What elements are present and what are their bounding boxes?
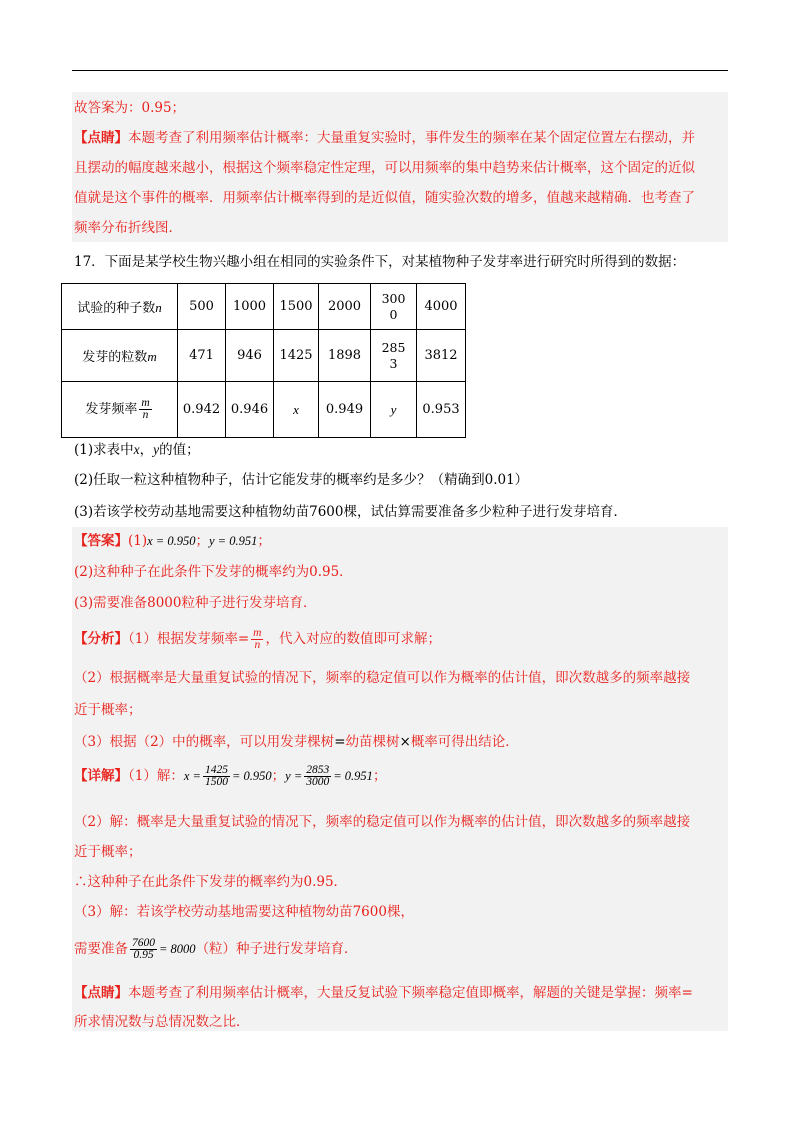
detail-tag: 【详解】 bbox=[74, 768, 128, 784]
comment-line-3: 值就是这个事件的概率．用频率估计概率得到的是近似值，随实验次数的增多，值越来越精确．也考查了 bbox=[74, 190, 695, 206]
table-cell: 500 bbox=[178, 284, 226, 330]
detail-line-4: ∴这种种子在此条件下发芽的概率约为0.95． bbox=[74, 874, 348, 890]
table-cell: y bbox=[371, 382, 417, 438]
table-cell: 471 bbox=[178, 330, 226, 382]
table-cell: 1000 bbox=[226, 284, 274, 330]
analysis-tag: 【分析】 bbox=[74, 631, 128, 647]
question-part-1: (1)求表中x，y的值； bbox=[74, 442, 200, 458]
table-cell: 285 3 bbox=[371, 330, 417, 382]
table-cell: 2000 bbox=[319, 284, 371, 330]
table-row-germinated bbox=[62, 330, 466, 382]
question-intro: 17．下面是某学校生物兴趣小组在相同的实验条件下，对某植物种子发芽率进行研究时所得到的数据： bbox=[74, 254, 686, 270]
row-label-rate: 发芽频率 $\frac{m}{n}$ bbox=[62, 382, 178, 438]
header-rule bbox=[72, 70, 728, 71]
table-cell: 0.946 bbox=[226, 382, 274, 438]
answer-line: 故答案为：0.95； bbox=[74, 100, 186, 116]
table-row-seeds bbox=[62, 284, 466, 330]
answer-line-3: (3)需要准备8000粒种子进行发芽培育． bbox=[74, 595, 317, 611]
answer-line-1: 【答案】(1)x = 0.950；y = 0.951； bbox=[74, 533, 271, 549]
detail-line-2: （2）解：概率是大量重复试验的情况下，频率的稳定值可以作为概率的估计值，即次数越多的频率越接 bbox=[74, 814, 691, 830]
table-cell: 300 0 bbox=[371, 284, 417, 330]
final-comment-line-1: 【点睛】本题考查了利用频率估计概率，大量反复试验下频率稳定值即概率，解题的关键是掌握：频率= bbox=[74, 985, 693, 1001]
table-cell: 0.942 bbox=[178, 382, 226, 438]
final-comment-tag: 【点睛】 bbox=[74, 985, 128, 1001]
table-cell: 946 bbox=[226, 330, 274, 382]
detail-line-5: （3）解：若该学校劳动基地需要这种植物幼苗7600棵， bbox=[74, 904, 414, 920]
table-cell: 1500 bbox=[274, 284, 319, 330]
comment-tag: 【点睛】 bbox=[74, 130, 128, 146]
detail-line-6: 需要准备 $\frac{7600}{0.95}$ = 8000（粒）种子进行发芽培育． bbox=[74, 937, 358, 961]
analysis-line-4: （3）根据（2）中的概率，可以用发芽棵树=幼苗棵树×概率可得出结论． bbox=[74, 734, 519, 750]
data-table bbox=[61, 283, 466, 438]
answer-line-2: (2)这种种子在此条件下发芽的概率约为0.95． bbox=[74, 564, 353, 580]
table-cell: x bbox=[274, 382, 319, 438]
row-label-germinated: 发芽的粒数m bbox=[62, 330, 178, 382]
row-label-seeds: 试验的种子数n bbox=[62, 284, 178, 330]
table-cell: 4000 bbox=[417, 284, 466, 330]
analysis-line-1: 【分析】（1）根据发芽频率= $\frac{m}{n}$ ，代入对应的数值即可求解； bbox=[74, 627, 441, 651]
analysis-line-3: 近于概率； bbox=[74, 702, 142, 718]
comment-line-4: 频率分布折线图． bbox=[74, 220, 182, 236]
comment-line-1: 【点睛】本题考查了利用频率估计概率：大量重复实验时，事件发生的频率在某个固定位置左右摆动，并 bbox=[74, 130, 695, 146]
table-cell: 1425 bbox=[274, 330, 319, 382]
table-row-rate bbox=[62, 382, 466, 438]
question-part-2: (2)任取一粒这种植物种子，估计它能发芽的概率约是多少？（精确到0.01） bbox=[74, 472, 529, 488]
analysis-line-2: （2）根据概率是大量重复试验的情况下，频率的稳定值可以作为概率的估计值，即次数越多的频率越接 bbox=[74, 670, 691, 686]
table-cell: 3812 bbox=[417, 330, 466, 382]
table-cell: 0.953 bbox=[417, 382, 466, 438]
table-cell: 1898 bbox=[319, 330, 371, 382]
table-cell: 0.949 bbox=[319, 382, 371, 438]
final-comment-line-2: 所求情况数与总情况数之比． bbox=[74, 1014, 250, 1030]
question-part-3: (3)若该学校劳动基地需要这种植物幼苗7600棵，试估算需要准备多少粒种子进行发芽培育． bbox=[74, 504, 627, 520]
detail-line-1: 【详解】（1）解：x = $\frac{1425}{1500}$ = 0.950；y = $\frac{2853}{3000}$ = 0.951； bbox=[74, 764, 387, 788]
detail-line-3: 近于概率； bbox=[74, 844, 142, 860]
answer-tag: 【答案】 bbox=[74, 533, 128, 549]
comment-line-2: 且摆动的幅度越来越小，根据这个频率稳定性定理，可以用频率的集中趋势来估计概率，这个固定的近似 bbox=[74, 160, 695, 176]
